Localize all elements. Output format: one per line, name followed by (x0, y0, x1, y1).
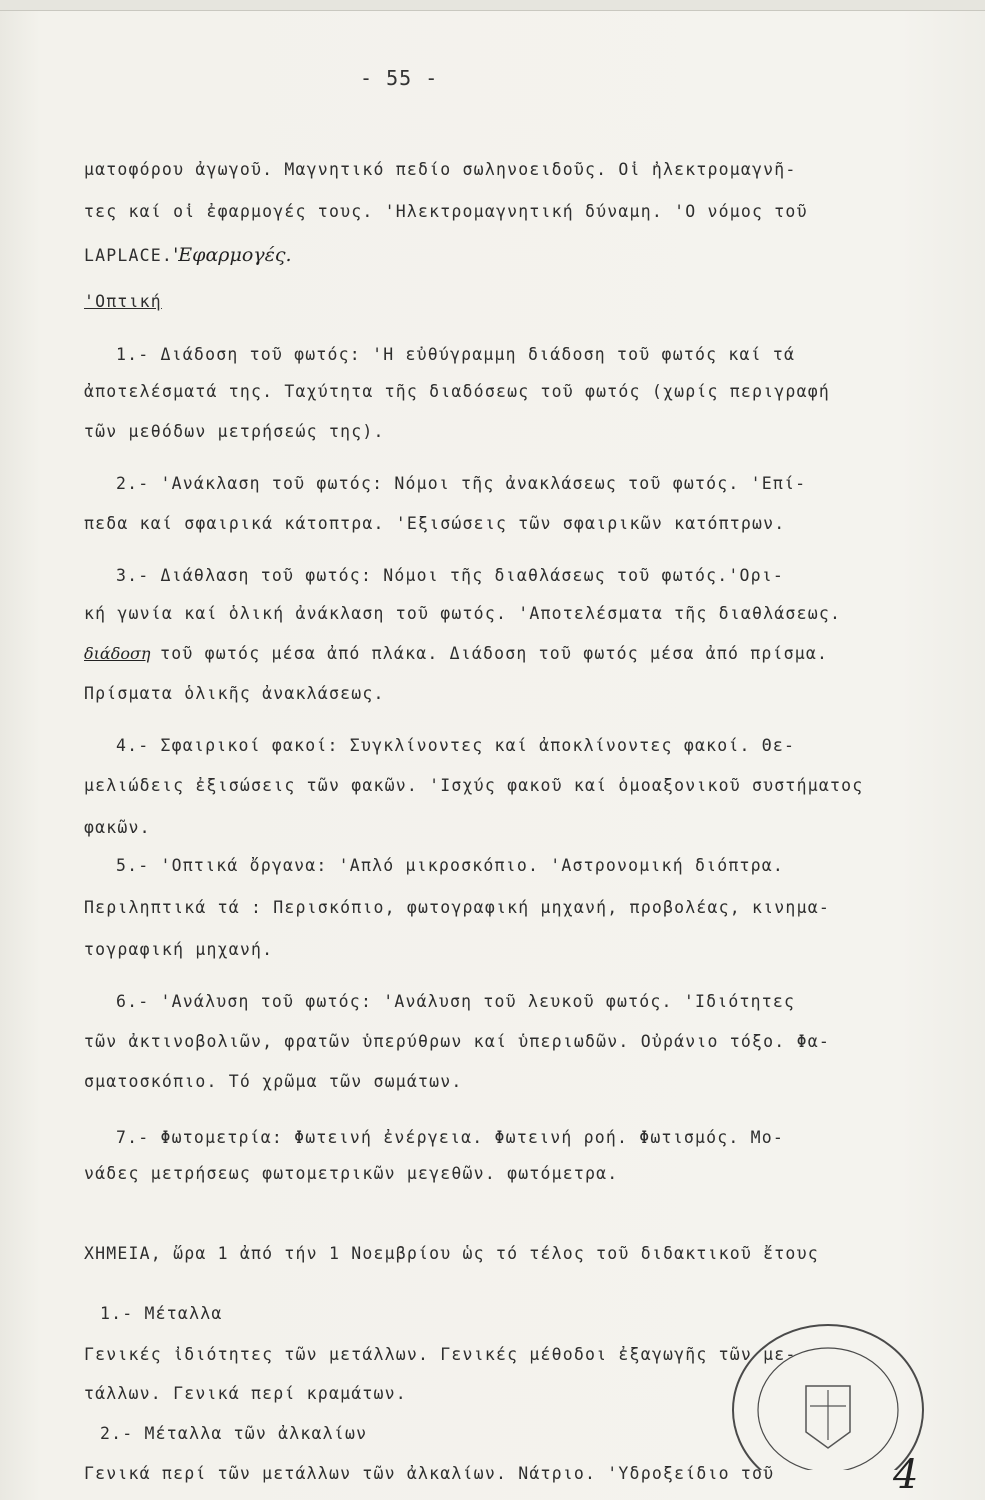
laplace-text: LAPLACE. (84, 246, 174, 265)
text-line: 4.- Σφαιρικοί φακοί: Συγκλίνοντες καί ἀποκλίνοντες φακοί. Θε- (116, 736, 796, 755)
text-line: πεδα καί σφαιρικά κάτοπτρα. 'Εξισώσεις τῶν σφαιρικῶν κατόπτρων. (84, 514, 786, 533)
text-line: Περιληπτικά τά : Περισκόπιο, φωτογραφική μηχανή, προβολέας, κινημα- (84, 898, 830, 917)
text-line: 5.- 'Οπτικά ὄργανα: 'Απλό μικροσκόπιο. 'Αστρονομική διόπτρα. (116, 856, 785, 875)
text-line: ἀποτελέσματά της. Ταχύτητα τῆς διαδόσεως τοῦ φωτός (χωρίς περιγραφή (84, 382, 830, 401)
text-line: 3.- Διάθλαση τοῦ φωτός: Νόμοι τῆς διαθλάσεως τοῦ φωτός.'Ορι- (116, 566, 785, 585)
subsection-heading: 1.- Μέταλλα (100, 1304, 223, 1323)
official-stamp (698, 1300, 938, 1470)
text-line: 6.- 'Ανάλυση τοῦ φωτός: 'Ανάλυση τοῦ λευκοῦ φωτός. 'Ιδιότητες (116, 992, 796, 1011)
page-top-edge (0, 0, 985, 11)
section-heading-optics: 'Οπτική (84, 292, 162, 311)
text-line: 1.- Διάδοση τοῦ φωτός: 'Η εὐθύγραμμη διάδοση τοῦ φωτός καί τά (116, 345, 796, 364)
text-line-applications (84, 244, 292, 266)
text-line: 7.- Φωτομετρία: Φωτεινή ἐνέργεια. Φωτεινή ροή. Φωτισμός. Μο- (116, 1128, 785, 1147)
text-line: νάδες μετρήσεως φωτομετρικῶν μεγεθῶν. φωτόμετρα. (84, 1164, 619, 1183)
handwritten-applications: 'Εφαρμογές. (173, 244, 292, 266)
text-line: τες καί οἱ ἐφαρμογές τους. 'Ηλεκτρομαγνητική δύναμη. 'Ο νόμος τοῦ (84, 202, 808, 221)
text-line: κή γωνία καί ὁλική ἀνάκλαση τοῦ φωτός. 'Αποτελέσματα τῆς διαθλάσεως. (84, 604, 842, 623)
text-line: Πρίσματα ὁλικῆς ἀνακλάσεως. (84, 684, 385, 703)
text-line: Γενικές ἰδιότητες τῶν μετάλλων. Γενικές μέθοδοι ἐξαγωγῆς τῶν με- (84, 1345, 797, 1364)
page-number: - 55 - (360, 66, 439, 90)
text-line: τῶν ἀκτινοβολιῶν, φρατῶν ὑπερύθρων καί ὑπεριωδῶν. Οὐράνιο τόξο. Φα- (84, 1032, 830, 1051)
text-line: φακῶν. (84, 818, 151, 837)
text-line-correction (84, 644, 828, 663)
text-line: μελιώδεις ἐξισώσεις τῶν φακῶν. 'Ισχύς φακοῦ καί ὁμοαξονικοῦ συστήματος (84, 776, 864, 795)
text-line: τάλλων. Γενικά περί κραμάτων. (84, 1384, 407, 1403)
text-line: 2.- 'Ανάκλαση τοῦ φωτός: Νόμοι τῆς ἀνακλάσεως τοῦ φωτός. 'Επί- (116, 474, 807, 493)
text-line: τῶν μεθόδων μετρήσεώς της). (84, 422, 385, 441)
text-line: Γενικά περί τῶν μετάλλων τῶν ἀλκαλίων. Νάτριο. 'Υδροξείδιο τοῦ (84, 1464, 775, 1483)
section-heading-chemistry: ΧΗΜΕΙΑ, ὥρα 1 ἀπό τήν 1 Νοεμβρίου ὡς τό τέλος τοῦ διδακτικοῦ ἔτους (84, 1244, 819, 1263)
text-line: σματοσκόπιο. Τό χρῶμα τῶν σωμάτων. (84, 1072, 463, 1091)
text-line: ματοφόρου ἀγωγοῦ. Μαγνητικό πεδίο σωληνοειδοῦς. Οἱ ἠλεκτρομαγνῆ- (84, 160, 797, 179)
handwritten-page-mark: 4 (893, 1452, 919, 1498)
text-line: τοῦ φωτός μέσα ἀπό πλάκα. Διάδοση τοῦ φωτός μέσα ἀπό πρίσμα. (160, 644, 829, 663)
subsection-heading: 2.- Μέταλλα τῶν ἀλκαλίων (100, 1424, 368, 1443)
handwritten-correction: διάδοση (84, 644, 151, 663)
text-line: τογραφική μηχανή. (84, 940, 274, 959)
